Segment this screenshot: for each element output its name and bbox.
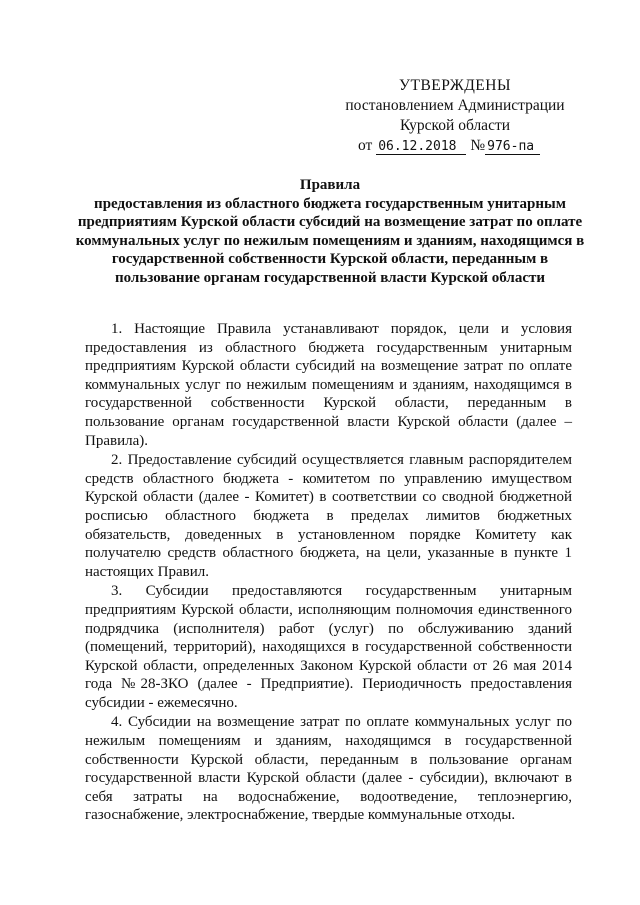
document-heading [75, 176, 585, 287]
approval-line-2: Курской области [399, 117, 511, 134]
approval-line-1: постановлением Администрации [345, 97, 565, 114]
paragraph-2: 2. Предоставление субсидий осуществляется главным распорядителем средств областного бюджета - комитетом по управлению имуществом Курской области (далее - Комитет) в соответствии со сводной бюджетной росписью областного бюджета в пределах лимитов бюджетных обязательств, доведенных в установленном порядке Комитету как получателю средств областного бюджета, на цели, указанные в пункте 1 настоящих Правил. [85, 452, 572, 580]
paragraph-4: 4. Субсидии на возмещение затрат по оплате коммунальных услуг по нежилым помещениям и зданиям, находящимся в государственной собственности Курской области, переданным в пользование органам государственной власти Курской области (далее - субсидии), включают в себя затраты на водоснабжение, водоотведение, теплоэнергию, газоснабжение, электроснабжение, твердые коммунальные отходы. [85, 714, 572, 824]
decree-date: 06.12.2018 [376, 139, 466, 155]
approval-date-line [330, 136, 580, 157]
number-prefix: № [470, 137, 486, 154]
paragraph-3: 3. Субсидии предоставляются государственным унитарным предприятиям Курской области, исполняющим полномочия единственного подрядчика (исполнителя) работ (услуг) по обслуживанию зданий (помещений, территорий), находящихся в государственной собственности Курской области, определенных Законом Курской области от 26 мая 2014 года №28-ЗКО (далее - Предприятие). Периодичность предоставления субсидии - ежемесячно. [85, 583, 572, 711]
approval-block [330, 76, 580, 157]
document-subtitle: предоставления из областного бюджета государственным унитарным предприятиям Курской области субсидий на возмещение затрат по оплате коммунальных услуг по нежилым помещениям и зданиям, находящимся в государственной собственности Курской области, переданным в пользование органам государственной власти Курской области [75, 195, 585, 286]
document-title: Правила [299, 177, 361, 193]
date-prefix: от [358, 137, 373, 154]
decree-number: 976-па [485, 139, 540, 155]
approval-title: УТВЕРЖДЕНЫ [399, 77, 511, 94]
paragraph-1: 1. Настоящие Правила устанавливают порядок, цели и условия предоставления из областного бюджета государственным унитарным предприятиям Курской области субсидий на возмещение затрат по оплате коммунальных услуг по нежилым помещениям и зданиям, находящимся в государственной собственности Курской области, переданным в пользование органам государственной власти Курской области (далее – Правила). [85, 321, 572, 449]
document-body [85, 320, 572, 826]
